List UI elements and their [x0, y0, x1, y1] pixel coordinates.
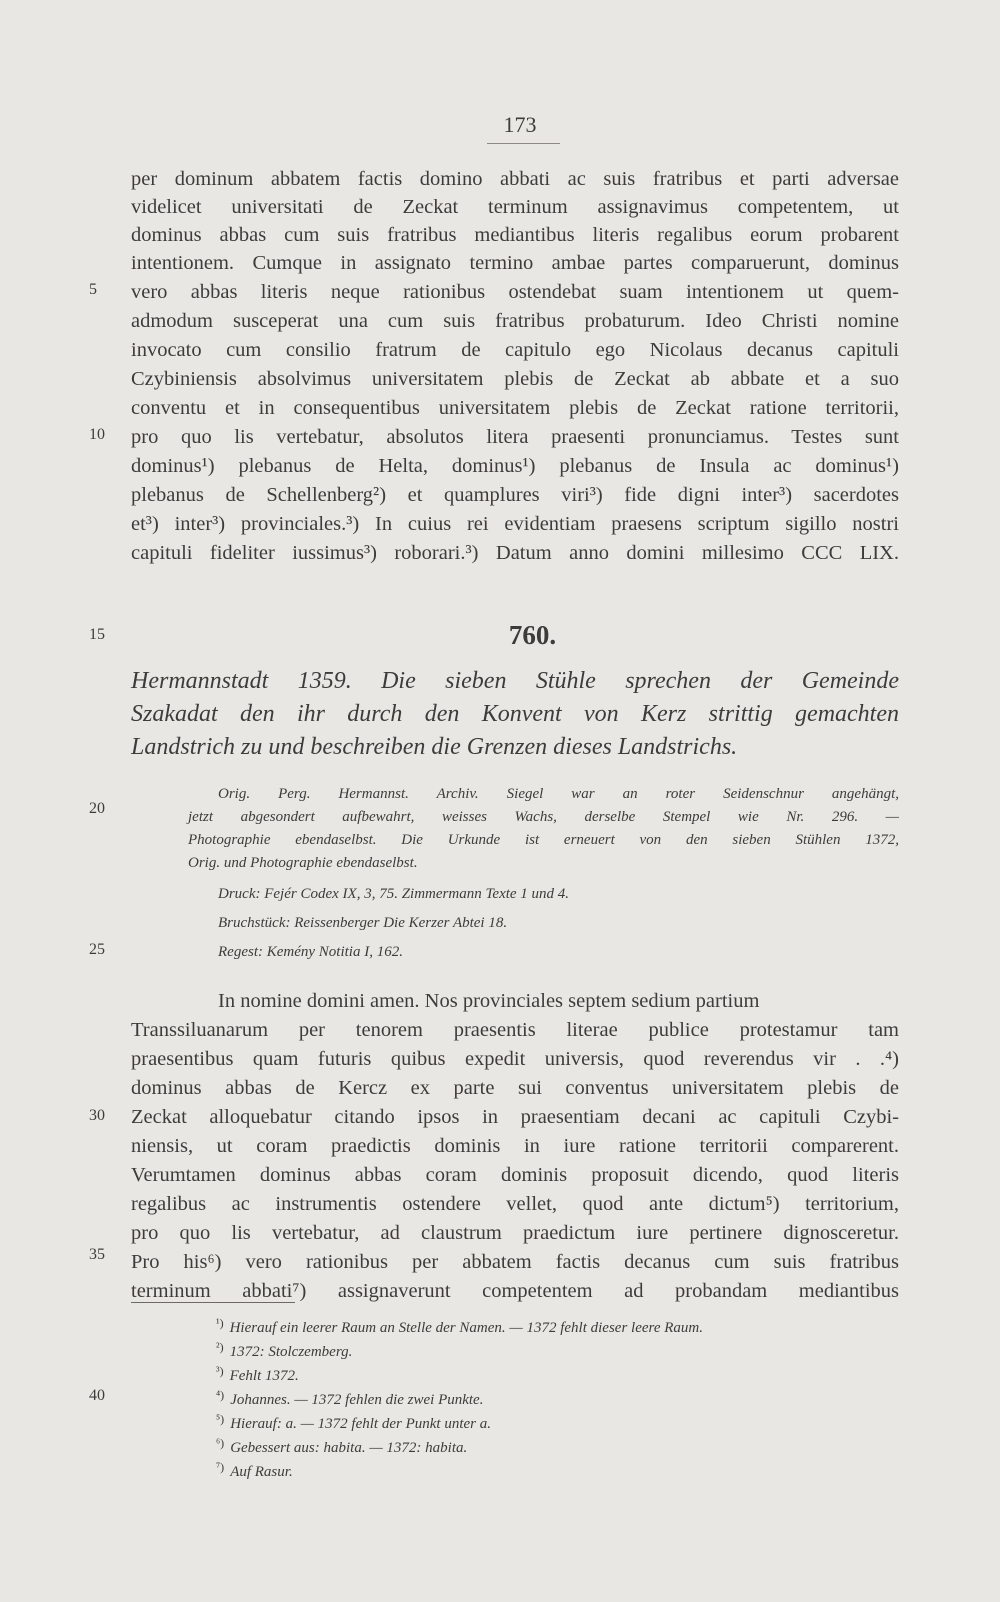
- line-number: 20: [89, 800, 105, 817]
- text-line: Pro his⁶) vero rationibus per abbatem factis decanus cum suis fratribus: [131, 1251, 899, 1273]
- footnote-text: Gebessert aus: habita. — 1372: habita.: [230, 1440, 468, 1456]
- text-line: invocato cum consilio fratrum de capitulo ego Nicolaus decanus capituli: [131, 339, 899, 361]
- footnote-mark: ⁶): [216, 1436, 225, 1450]
- footnote: [216, 1414, 491, 1434]
- line-number: 25: [89, 941, 105, 958]
- footnote-mark: ²): [216, 1340, 224, 1354]
- footnote: [216, 1390, 483, 1410]
- document-number: 760.: [508, 620, 557, 650]
- text-line: Transsiluanarum per tenorem praesentis literae publice protestamur tam: [131, 1019, 899, 1041]
- page-number: 173: [503, 112, 537, 137]
- line-number: 35: [89, 1246, 105, 1263]
- text-line: Zeckat alloquebatur citando ipsos in praesentiam decani ac capituli Czybi-: [131, 1106, 899, 1128]
- footnote-text: Johannes. — 1372 fehlen die zwei Punkte.: [230, 1392, 484, 1408]
- source-note-line: Orig. Perg. Hermannst. Archiv. Siegel war an roter Seidenschnur angehängt,: [218, 786, 899, 802]
- footnote-mark: ⁴): [216, 1388, 225, 1402]
- footnote-mark: ³): [216, 1364, 224, 1378]
- text-line: vero abbas literis neque rationibus ostendebat suam intentionem ut quem-: [131, 281, 899, 303]
- footnote-text: 1372: Stolczemberg.: [229, 1344, 353, 1360]
- text-line: terminum abbati⁷) assignaverunt competentem ad probandam mediantibus: [131, 1280, 899, 1302]
- page-number-rule: [487, 143, 560, 144]
- bibliography-fragment: Bruchstück: Reissenberger Die Kerzer Abtei 18.: [218, 915, 508, 931]
- line-number: 15: [89, 626, 105, 643]
- text-line: capituli fideliter iussimus³) roborari.³) Datum anno domini millesimo CCC LIX.: [131, 542, 899, 564]
- line-number: 5: [89, 281, 97, 298]
- line-number: 10: [89, 426, 105, 443]
- text-line: dominus¹) plebanus de Helta, dominus¹) plebanus de Insula ac dominus¹): [131, 455, 899, 477]
- footnote-text: Fehlt 1372.: [229, 1368, 299, 1384]
- text-line: et³) inter³) provinciales.³) In cuius rei evidentiam praesens scriptum sigillo nostri: [131, 513, 899, 535]
- footnote-text: Auf Rasur.: [230, 1464, 293, 1480]
- text-line: plebanus de Schellenberg²) et quamplures viri³) fide digni inter³) sacerdotes: [131, 484, 899, 506]
- text-line: pro quo lis vertebatur, absolutos litera praesenti pronunciamus. Testes sunt: [131, 426, 899, 448]
- text-line: intentionem. Cumque in assignato termino ambae partes comparuerunt, dominus: [131, 252, 899, 274]
- footnote: [216, 1462, 293, 1482]
- bibliography-regest: Regest: Kemény Notitia I, 162.: [218, 944, 403, 960]
- line-number: 30: [89, 1107, 105, 1124]
- text-line: Czybiniensis absolvimus universitatem plebis de Zeckat ab abbate et a suo: [131, 368, 899, 390]
- text-line: In nomine domini amen. Nos provinciales septem sedium partium: [218, 990, 760, 1012]
- document-heading-line: Szakadat den ihr durch den Konvent von Kerz strittig gemachten: [131, 701, 899, 727]
- footnote-mark: ⁷): [216, 1460, 225, 1474]
- footnote-text: Hierauf ein leerer Raum an Stelle der Namen. — 1372 fehlt dieser leere Raum.: [229, 1320, 703, 1336]
- document-heading-line: Hermannstadt 1359. Die sieben Stühle sprechen der Gemeinde: [131, 668, 899, 694]
- source-note-line: jetzt abgesondert aufbewahrt, weisses Wachs, derselbe Stempel wie Nr. 296. —: [188, 809, 899, 825]
- footnote-rule: [131, 1302, 295, 1303]
- line-number: 40: [89, 1387, 105, 1404]
- text-line: admodum susceperat una cum suis fratribus probaturum. Ideo Christi nomine: [131, 310, 899, 332]
- text-line: niensis, ut coram praedictis dominis in iure ratione territorii comparerent.: [131, 1135, 899, 1157]
- footnote: [216, 1438, 467, 1458]
- source-note-line: Photographie ebendaselbst. Die Urkunde ist erneuert von den sieben Stühlen 1372,: [188, 832, 899, 848]
- text-line: Verumtamen dominus abbas coram dominis proposuit dicendo, quod literis: [131, 1164, 899, 1186]
- footnote: [216, 1318, 703, 1338]
- text-line: praesentibus quam futuris quibus expedit universis, quod reverendus vir . .⁴): [131, 1048, 899, 1070]
- text-line: per dominum abbatem factis domino abbati ac suis fratribus et parti adversae: [131, 168, 899, 190]
- text-line: pro quo lis vertebatur, ad claustrum praedictum iure pertinere dignosceretur.: [131, 1222, 899, 1244]
- text-line: dominus abbas de Kercz ex parte sui conventus universitatem plebis de: [131, 1077, 899, 1099]
- footnote: [216, 1366, 299, 1386]
- text-line: regalibus ac instrumentis ostendere vellet, quod ante dictum⁵) territorium,: [131, 1193, 899, 1215]
- footnote: [216, 1342, 352, 1362]
- footnote-text: Hierauf: a. — 1372 fehlt der Punkt unter a.: [230, 1416, 491, 1432]
- text-line: conventu et in consequentibus universitatem plebis de Zeckat ratione territorii,: [131, 397, 899, 419]
- source-note-line: Orig. und Photographie ebendaselbst.: [188, 855, 418, 871]
- text-line: dominus abbas cum suis fratribus mediantibus literis regalibus eorum probarent: [131, 224, 899, 246]
- footnote-mark: ⁵): [216, 1412, 225, 1426]
- text-line: videlicet universitati de Zeckat terminum assignavimus competentem, ut: [131, 196, 899, 218]
- document-heading-line: Landstrich zu und beschreiben die Grenzen dieses Landstrichs.: [131, 734, 738, 760]
- footnote-mark: ¹): [216, 1316, 224, 1330]
- bibliography-print: Druck: Fejér Codex IX, 3, 75. Zimmermann Texte 1 und 4.: [218, 886, 570, 902]
